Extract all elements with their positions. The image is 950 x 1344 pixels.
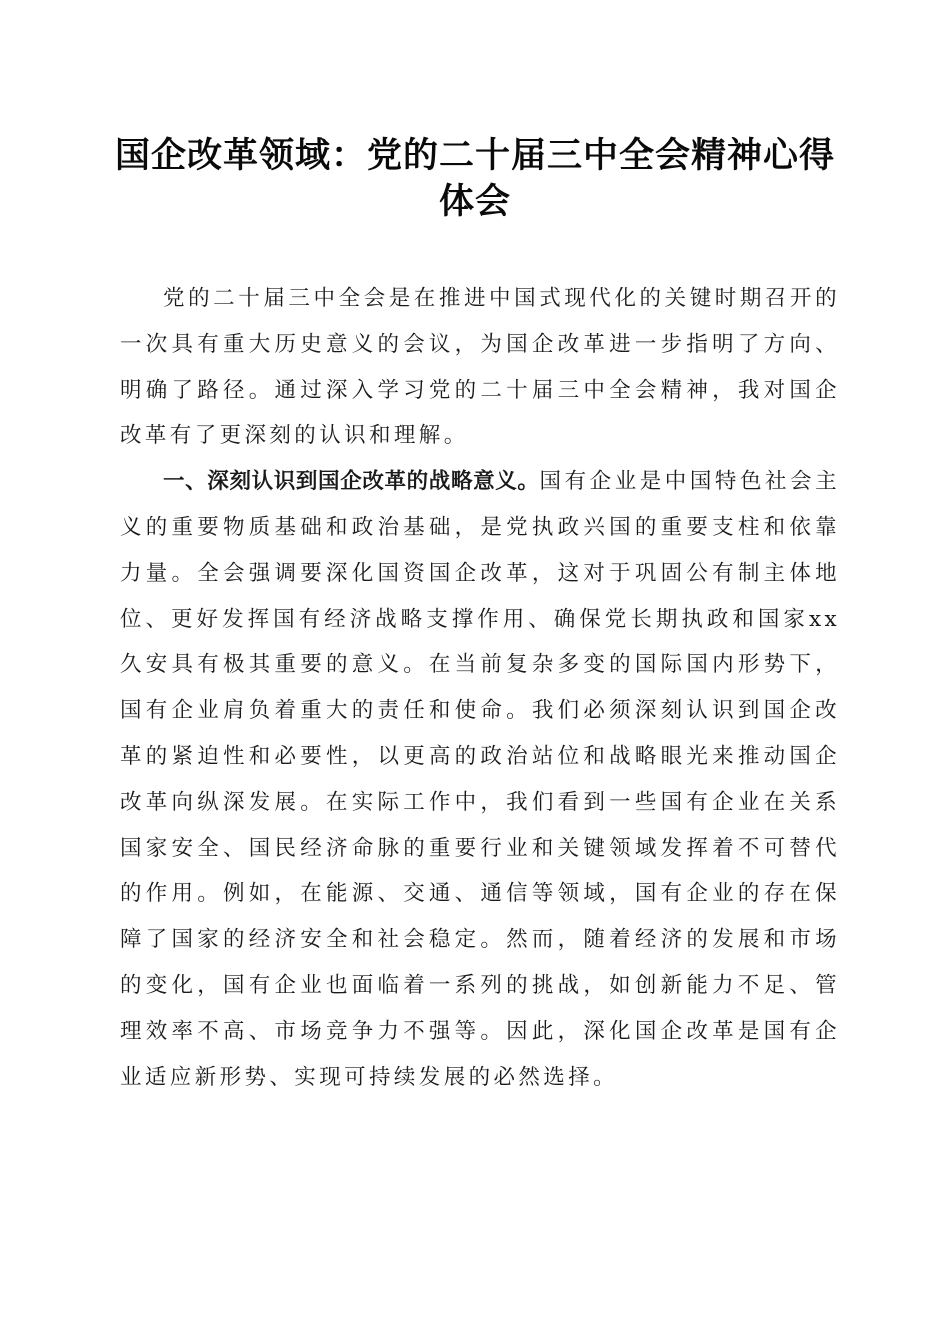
paragraph-section-1 xyxy=(120,459,840,1100)
document-title xyxy=(100,133,850,225)
paragraph-intro xyxy=(120,276,840,459)
document-body xyxy=(120,276,840,1100)
paragraph-text: 国有企业是中国特色社会主义的重要物质基础和政治基础，是党执政兴国的重要支柱和依靠力量。全会强调要深化国资国企改革，这对于巩固公有制主体地位、更好发挥国有经济战略支撑作用、确保党长期执政和国家xx久安具有极其重要的意义。在当前复杂多变的国际国内形势下，国有企业肩负着重大的责任和使命。我们必须深刻认识到国企改革的紧迫性和必要性，以更高的政治站位和战略眼光来推动国企改革向纵深发展。在实际工作中，我们看到一些国有企业在关系国家安全、国民经济命脉的重要行业和关键领域发挥着不可替代的作用。例如，在能源、交通、通信等领域，国有企业的存在保障了国家的经济安全和社会稳定。然而，随着经济的发展和市场的变化，国有企业也面临着一系列的挑战，如创新能力不足、管理效率不高、市场竞争力不强等。因此，深化国企改革是国有企业适应新形势、实现可持续发展的必然选择。 xyxy=(120,469,840,1090)
paragraph-text: 党的二十届三中全会是在推进中国式现代化的关键时期召开的一次具有重大历史意义的会议，为国企改革进一步指明了方向、明确了路径。通过深入学习党的二十届三中全会精神，我对国企改革有了更深刻的认识和理解。 xyxy=(120,286,840,449)
title-line-2: 体会 xyxy=(438,181,511,222)
title-line-1: 国企改革领域：党的二十届三中全会精神心得 xyxy=(114,135,835,176)
section-heading: 一、深刻认识到国企改革的战略意义。 xyxy=(163,469,540,495)
